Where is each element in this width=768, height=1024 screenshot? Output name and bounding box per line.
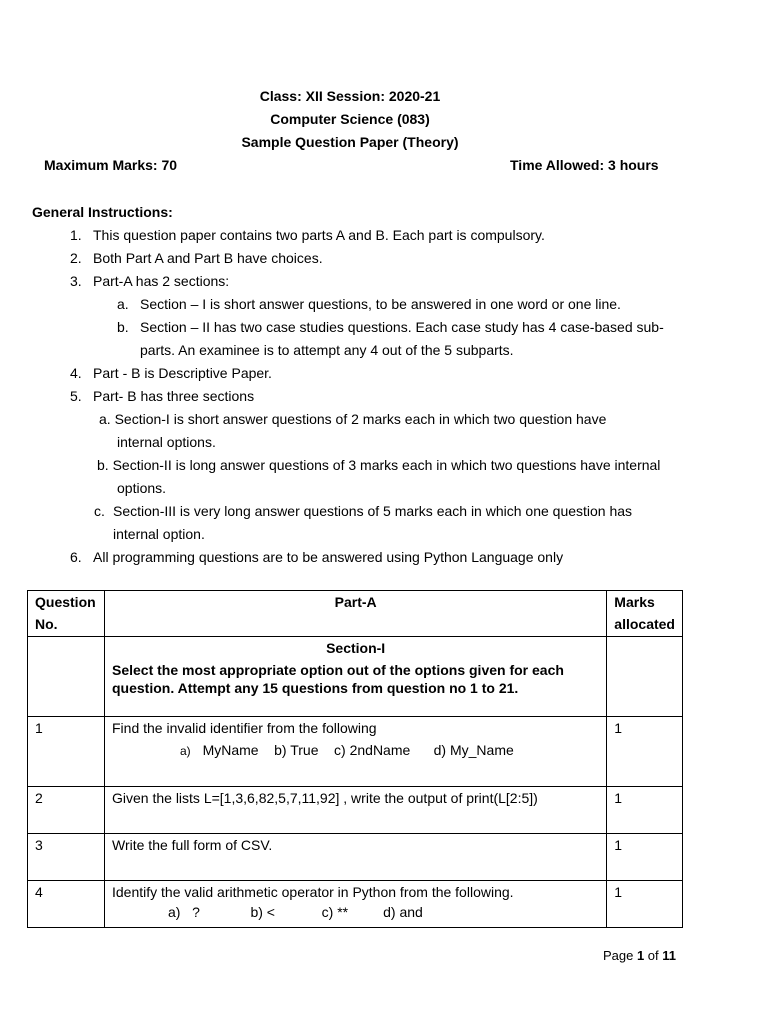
instruction-5a-line2: internal options. [117,434,216,450]
instruction-number: 5. [70,388,82,404]
page-of: of [644,948,663,963]
section-title: Section-I [326,640,386,656]
maximum-marks: Maximum Marks: 70 [44,157,178,173]
header-part: Part-A [105,591,607,637]
question-table [27,590,683,928]
question-cell [105,881,607,928]
instruction-1: This question paper contains two parts A and B. Each part is compulsory. [93,227,545,243]
instruction-5b-line1: b. Section-II is long answer questions of 3 marks each in which two questions have internal [97,457,661,473]
instruction-3: Part-A has 2 sections: [93,273,230,289]
instruction-5c-line1: Section-III is very long answer questions of 5 marks each in which one question has [113,503,633,519]
instruction-number: 2. [70,250,82,266]
instruction-3b-line2: parts. An examinee is to attempt any 4 out of the 5 subparts. [140,342,514,358]
total-pages: 11 [662,948,676,963]
header-marks [607,591,683,637]
page-prefix: Page [602,948,637,963]
instruction-number: 4. [70,365,82,381]
instruction-number: c. [94,503,105,519]
question-text: Given the lists L=[1,3,6,82,5,7,11,92] , write the output of print(L[2:5]) [105,787,607,834]
question-text: Write the full form of CSV. [105,834,607,881]
header-no-label: No. [35,616,58,632]
question-cell [105,717,607,787]
question-marks: 1 [607,787,683,834]
empty-cell [28,637,105,717]
section-note-line1: Select the most appropriate option out of the options given for each [112,662,564,678]
question-marks: 1 [607,834,683,881]
instruction-number: b. [117,319,129,335]
instruction-number: 1. [70,227,82,243]
paper-type-line: Sample Question Paper (Theory) [241,134,459,150]
instruction-5: Part- B has three sections [93,388,255,404]
current-page: 1 [636,948,645,963]
instruction-2: Both Part A and Part B have choices. [93,250,323,266]
empty-cell [607,637,683,717]
options-text: MyName b) True c) 2ndName d) My_Name [202,742,514,758]
header-question-no [28,591,105,637]
table-row [28,834,683,881]
instruction-number: 3. [70,273,82,289]
table-row [28,787,683,834]
question-number: 2 [28,787,105,834]
header-question-label: Question [35,594,96,610]
instruction-4: Part - B is Descriptive Paper. [93,365,272,381]
section-cell [105,637,607,717]
instruction-number: 6. [70,549,82,565]
question-options: a) ? b) < c) ** d) and [168,904,423,920]
question-text: Find the invalid identifier from the following [112,720,377,736]
section-row [28,637,683,717]
table-row [28,717,683,787]
question-number: 4 [28,881,105,928]
table-header-row [28,591,683,637]
instructions-heading: General Instructions: [32,204,173,220]
question-options [112,742,599,758]
header-marks-label: Marks [614,594,655,610]
instruction-5b-line2: options. [117,480,167,496]
header-allocated-label: allocated [614,616,675,632]
table-row [28,881,683,928]
option-a-marker: a) [180,744,191,758]
instruction-5c-line2: internal option. [113,526,205,542]
question-number: 3 [28,834,105,881]
instruction-3b-line1: Section – II has two case studies questions. Each case study has 4 case-based sub- [140,319,664,335]
question-number: 1 [28,717,105,787]
question-text: Identify the valid arithmetic operator in Python from the following. [112,884,514,900]
section-note-line2: question. Attempt any 15 questions from question no 1 to 21. [112,680,519,696]
page-number [603,948,676,963]
subject-line: Computer Science (083) [270,111,430,127]
question-marks: 1 [607,717,683,787]
question-marks: 1 [607,881,683,928]
instruction-number: a. [117,296,129,312]
instruction-5a-line1: a. Section-I is short answer questions of 2 marks each in which two question have [99,411,607,427]
instruction-3a: Section – I is short answer questions, to be answered in one word or one line. [140,296,621,312]
class-session-line: Class: XII Session: 2020-21 [259,88,441,104]
instruction-6: All programming questions are to be answered using Python Language only [93,549,564,565]
time-allowed: Time Allowed: 3 hours [510,157,659,173]
